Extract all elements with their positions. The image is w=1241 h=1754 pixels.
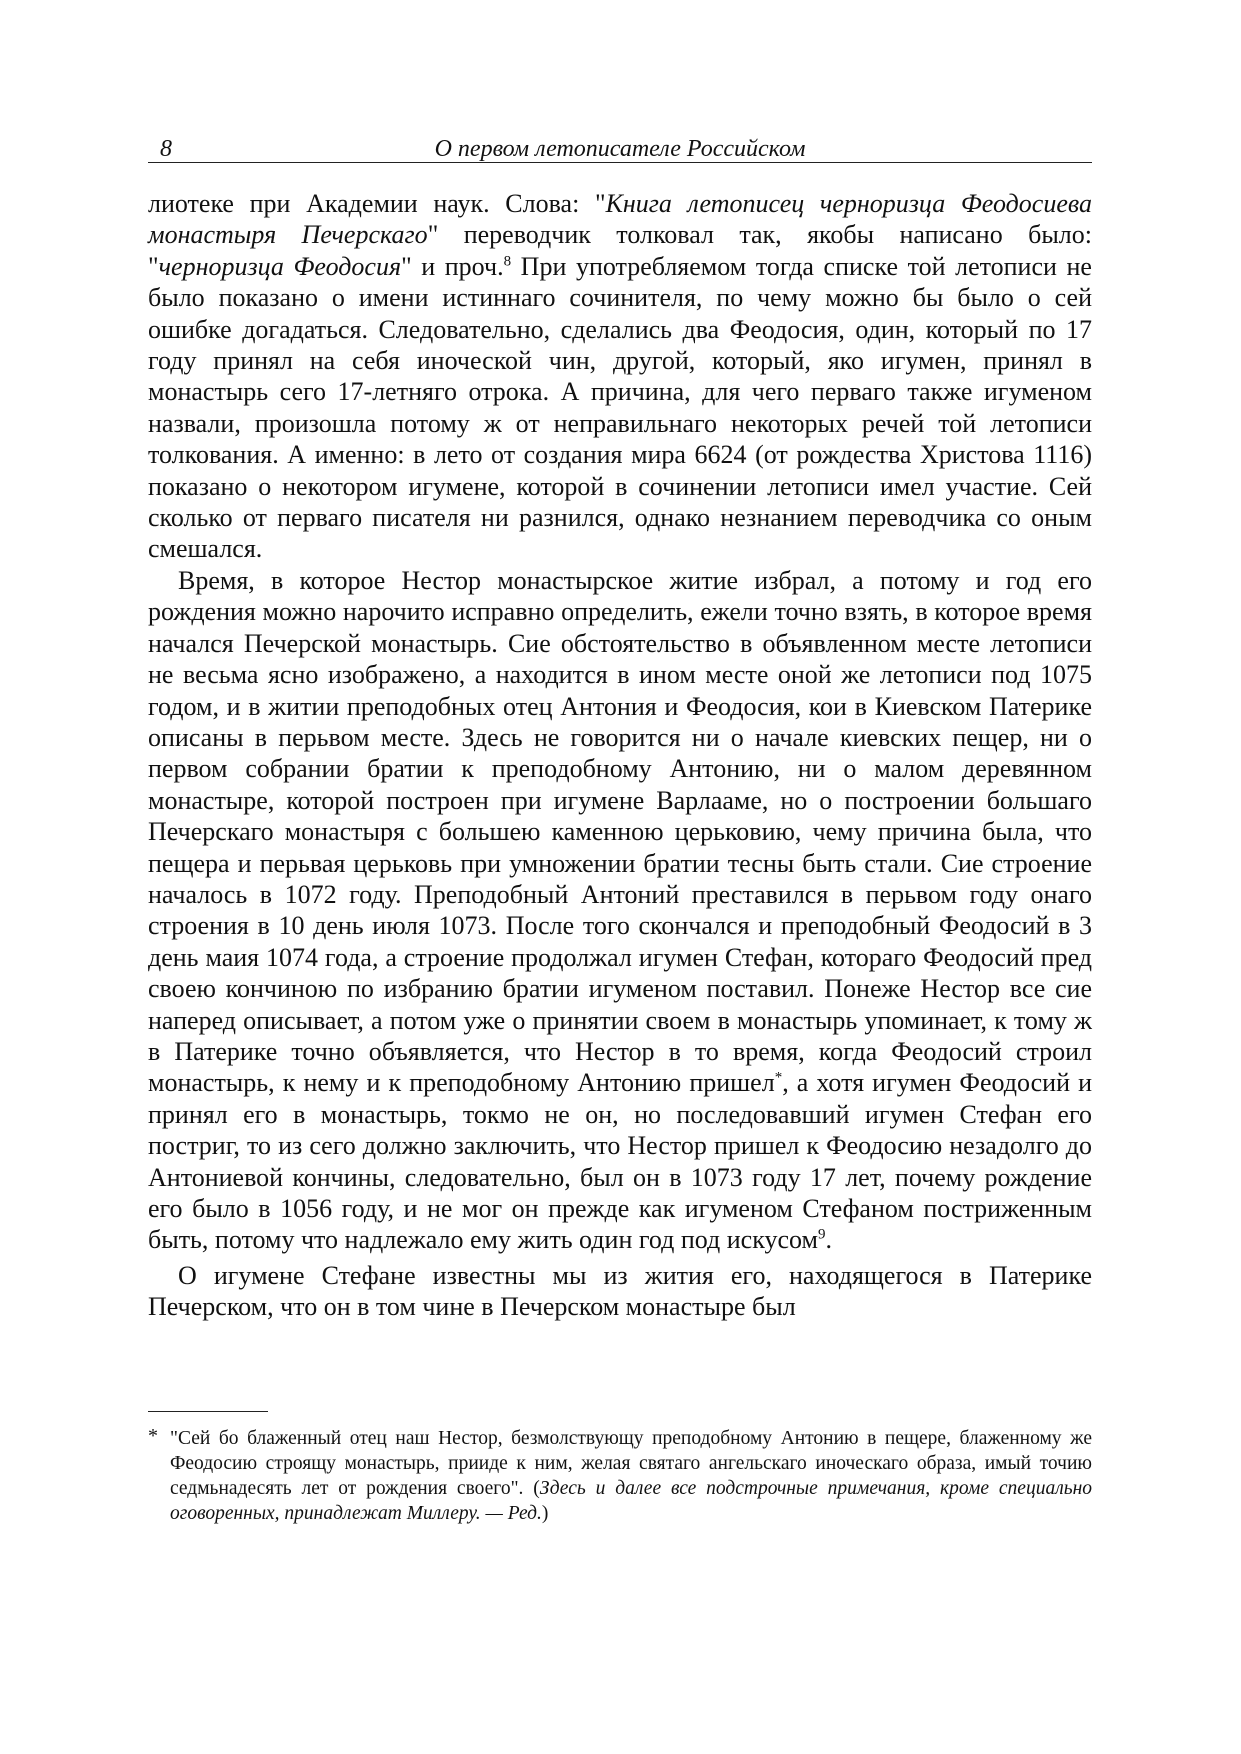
quoted-title: Книга летописец черноризца Феодосиева монастыря Печерскаго [148, 189, 1092, 250]
text-run: лиотеке при Академии наук. Слова: " [148, 189, 606, 218]
footnote-divider [148, 1411, 268, 1412]
page-number: 8 [160, 136, 172, 162]
footnote-text: "Сей бо блаженный отец наш Нестор, безмолствующу преподобному Антонию в пещере, блаженному же Феодосию строящу монастырь, прииде к ним, желая святаго ангельскаго иноческаго образа, имый точию седмьнадесять лет от рождения своего". ( [170, 1427, 1092, 1499]
footnote-marker: * [148, 1424, 158, 1447]
footnote-ref-9: 9 [817, 1226, 826, 1243]
footnote-ref-star: * [774, 1069, 783, 1086]
book-page [148, 120, 1092, 1526]
paragraph-2 [148, 565, 1092, 1256]
footnote-ref-8: 8 [503, 253, 512, 270]
text-run: При употребляемом тогда списке той летописи не было показано о имени истиннаго сочинителя, по чему можно бы было о сей ошибке догадаться. Следовательно, сделались два Феодосия, один, который по 17 году принял на себя иноческой чин, другой, который, яко игумен, принял в монастырь сего 17-летняго отрока. А причина, для чего перваго также игуменом назвали, произошла потому ж от неправильнаго некоторых речей той летописи толкования. А именно: в лето от создания мира 6624 (от рождества Христова 1116) показано о некотором игумене, которой в сочинении летописи имел участие. Сей сколько от перваго писателя ни разнился, однако незнанием переводчика со оным смешался. [148, 251, 1092, 564]
running-title: О первом летописателе Российском [434, 136, 806, 162]
running-head [148, 120, 1092, 163]
main-text [148, 188, 1092, 1323]
text-run: , а хотя игумен Феодосий и принял его в монастырь, токмо не он, но последовавший игумен Стефан его постриг, то из сего должно заключить, что Нестор пришел к Феодосию незадолго до Антониевой кончины, следовательно, был он в 1073 году 17 лет, почему рождение его было в 1056 году, и не мог он прежде как игуменом Стефаном постриженным быть, потому что надлежало ему жить один год под искусом [148, 1068, 1092, 1255]
text-run: Время, в которое Нестор монастырское житие избрал, а потому и год его рождения можно нарочито исправно определить, ежели точно взять, в которое время начался Печерской монастырь. Сие обстоятельство в объявленном месте летописи не весьма ясно изображено, а находится в ином месте оной же летописи под 1075 годом, и в житии преподобных отец Антония и Феодосия, кои в Киевском Патерике описаны в перьвом месте. Здесь не говорится ни о начале киевских пещер, ни о первом собрании братии к преподобному Антонию, ни о малом деревянном монастыре, которой построен при игумене Варлааме, но о построении большаго Печерскаго монастыря с большею каменною церьковию, чему причина была, что пещера и перьвая церьковь при умножении братии тесны быть стали. Сие строение началось в 1072 году. Преподобный Антоний преставился в перьвом году онаго строения в 10 день июля 1073. После того скончался и преподобный Феодосий в 3 день маия 1074 года, а строение продолжал игумен Стефан, котораго Феодосий пред своею кончиною по избранию братии игуменом поставил. Понеже Нестор все сие наперед описывает, а потом уже о принятии своем в монастырь упоминает, к тому ж в Патерике точно объявляется, что Нестор в то время, когда Феодосий строил монастырь, к нему и к преподобному Антонию пришел [148, 565, 1092, 1098]
footnote [148, 1426, 1092, 1526]
text-run: . [825, 1225, 832, 1255]
footnote-close: ) [541, 1502, 549, 1524]
quoted-phrase: черноризца Феодосия [158, 251, 402, 281]
editor-note: Здесь и далее все подстрочные примечания, кроме специально оговоренных, принадлежат Миллеру. — Ред. [170, 1477, 1092, 1524]
text-run: " и проч. [401, 251, 504, 281]
paragraph-1 [148, 188, 1092, 565]
paragraph-3: О игумене Стефане известны мы из жития его, находящегося в Патерике Печерском, что он в том чине в Печерском монастыре был [148, 1260, 1092, 1322]
text-run: " переводчик толковал так, якобы написано было: " [148, 220, 1092, 281]
